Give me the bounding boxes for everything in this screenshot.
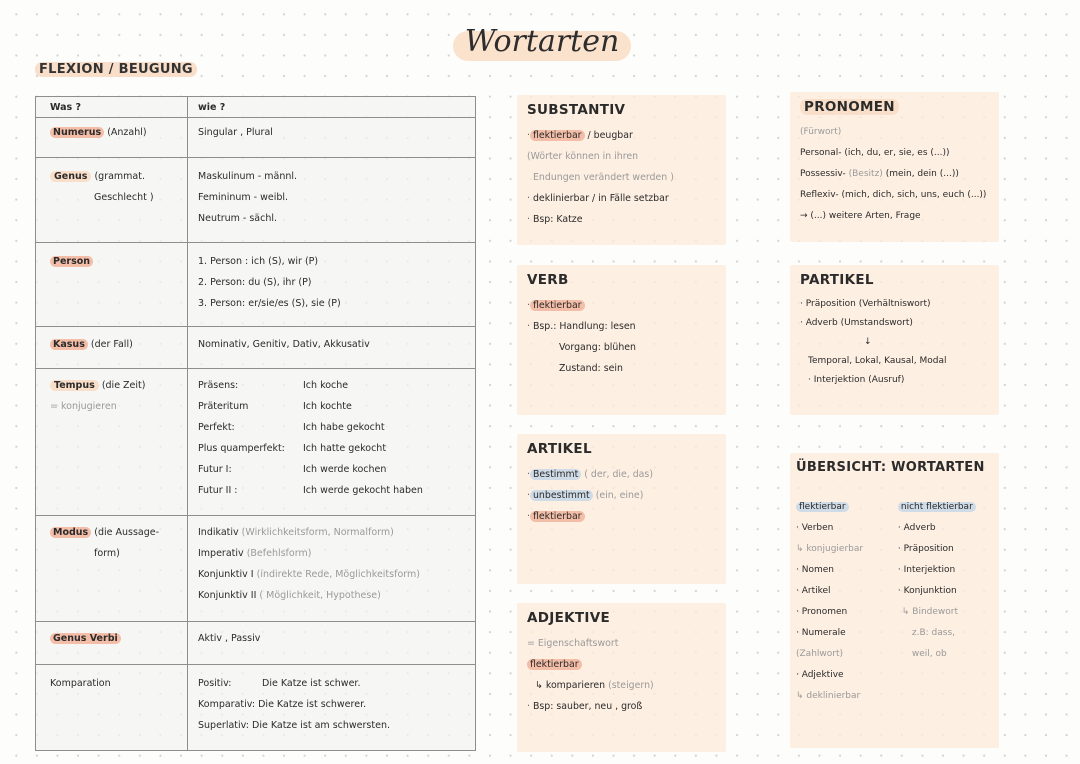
tense-example: Ich werde kochen (303, 464, 387, 475)
list-item: ↳ konjugierbar (796, 544, 864, 554)
tense-name: Präteritum (198, 401, 249, 412)
degree-name: Superlativ: (198, 720, 249, 731)
pronomen-weitere: → (...) weitere Arten, Frage (800, 211, 921, 221)
degree-name: Positiv: (198, 678, 232, 689)
substantiv-note-2: Endungen verändert werden ) (533, 172, 674, 183)
kasus-note: (der Fall) (90, 339, 133, 350)
partikel-adverb: · Adverb (Umstandswort) (800, 318, 913, 328)
pronomen-reflexiv: Reflexiv- (mich, dich, sich, uns, euch (...)) (800, 190, 987, 200)
list-item: · Adverb (897, 523, 936, 533)
degree-name: Komparativ: (198, 699, 256, 710)
pronomen-personal: Personal- (ich, du, er, sie, es (...)) (800, 148, 950, 158)
genus-note-1: (grammat. (94, 171, 145, 182)
substantiv-dekl: deklinierbar / in Fälle setzbar (532, 193, 669, 204)
komparation-label: Komparation (50, 678, 111, 689)
genus-note-2: Geschlecht ) (94, 192, 154, 203)
verb-handlung: Handlung: lesen (559, 321, 636, 332)
card-title-adjektive: ADJEKTIVE (527, 610, 610, 626)
substantiv-flekt-rest: / beugbar (587, 130, 633, 141)
list-item: · Adjektive (796, 670, 844, 680)
numerus-label: Numerus (50, 127, 104, 138)
verb-vorgang: Vorgang: blühen (559, 342, 636, 353)
pronomen-possessiv-note: (Besitz) (848, 169, 883, 179)
artikel-bestimmt: Bestimmt (530, 469, 581, 480)
adjektive-flekt: flektierbar (527, 659, 582, 670)
tense-example: Ich kochte (303, 401, 352, 412)
verb-bsp-label: Bsp.: (532, 321, 557, 332)
genus-line: Neutrum - sächl. (198, 213, 278, 224)
tempus-label: Tempus (50, 380, 99, 391)
table-row-kasus (36, 327, 476, 369)
partikel-interj: · Interjektion (Ausruf) (808, 375, 905, 385)
artikel-flekt: flektierbar (530, 511, 585, 522)
card-partikel (790, 265, 999, 415)
table-row-modus (36, 516, 476, 622)
tense-name: Perfekt: (198, 422, 235, 433)
modus-note: (indirekte Rede, Möglichkeitsform) (256, 569, 420, 580)
person-line: 3. Person: er/sie/es (S), sie (P) (198, 298, 341, 309)
adjektive-eig: = Eigenschaftswort (527, 638, 619, 649)
artikel-bestimmt-note: ( der, die, das) (584, 469, 653, 480)
tense-name: Futur I: (198, 464, 232, 475)
card-title-verb: VERB (527, 272, 569, 288)
card-title-substantiv: SUBSTANTIV (527, 102, 626, 118)
tense-example: Ich hatte gekocht (303, 443, 387, 454)
degree-example: Die Katze ist schwerer. (258, 699, 367, 710)
pronomen-title-text: PRONOMEN (800, 99, 899, 115)
pronomen-sub: (Fürwort) (800, 127, 842, 137)
arrow-down-icon: ↓ (864, 337, 872, 347)
numerus-note: (Anzahl) (107, 127, 147, 138)
card-substantiv: SUBSTANTIV · flektierbar / beugbar (Wörter können in ihren Endungen verändert werden ) · deklinierbar / in Fälle setzbar · Bsp: Katze (517, 95, 726, 245)
list-item: · Pronomen (796, 607, 848, 617)
tense-name: Präsens: (198, 380, 239, 391)
card-verb: VERB · flektierbar · Bsp.: Handlung: lesen Vorgang: blühen Zustand: sein (517, 265, 726, 415)
genus-label: Genus (50, 171, 91, 182)
modus-label: Modus (50, 527, 91, 538)
card-pronomen (790, 92, 999, 242)
pronomen-possessiv-label: Possessiv- (800, 169, 846, 179)
list-item: · Verben (796, 523, 834, 533)
partikel-praep: · Präposition (Verhältniswort) (800, 299, 931, 309)
adjektive-komp: komparieren (545, 680, 606, 691)
card-adjektive: ADJEKTIVE = Eigenschaftswort flektierbar ↳ komparieren (steigern) · Bsp: sauber, neu , groß (517, 603, 726, 752)
tempus-note: (die Zeit) (101, 380, 146, 391)
artikel-unbestimmt: unbestimmt (530, 490, 593, 501)
table-row-komparation (36, 665, 476, 751)
list-item: (Zahlwort) (796, 649, 844, 659)
card-title-artikel: ARTIKEL (527, 441, 592, 457)
table-row-genus (36, 158, 476, 243)
person-label: Person (50, 256, 93, 267)
uebersicht-col1-head: flektierbar (796, 502, 849, 512)
genus-verbi-label: Genus Verbi (50, 633, 121, 644)
tense-name: Futur II : (198, 485, 238, 496)
modus-term: Imperativ (198, 548, 244, 559)
tense-name: Plus quamperfekt: (198, 443, 285, 454)
modus-note: (Befehlsform) (246, 548, 312, 559)
genus-verbi-values: Aktiv , Passiv (198, 633, 261, 644)
modus-term: Konjunktiv I (198, 569, 254, 580)
list-item: · Interjektion (897, 565, 956, 575)
kasus-values: Nominativ, Genitiv, Dativ, Akkusativ (198, 339, 370, 350)
adjektive-komp-note: (steigern) (608, 680, 654, 691)
card-uebersicht (790, 453, 999, 748)
verb-zustand: Zustand: sein (559, 363, 623, 374)
list-item: z.B: dass, (911, 628, 956, 638)
list-item: ↳ Bindewort (901, 607, 959, 617)
pronomen-possessiv-rest: (mein, dein (...)) (885, 169, 959, 179)
substantiv-bsp: Bsp: Katze (532, 214, 583, 225)
modus-note: (Wirklichkeitsform, Normalform) (241, 527, 394, 538)
header-was: Was ? (36, 97, 188, 118)
card-title-partikel: PARTIKEL (800, 272, 874, 288)
modus-term: Indikativ (198, 527, 239, 538)
verb-flekt: flektierbar (530, 300, 585, 311)
degree-example: Die Katze ist schwer. (262, 678, 361, 689)
modus-note: ( Möglichkeit, Hypothese) (259, 590, 381, 601)
modus-term: Konjunktiv II (198, 590, 257, 601)
uebersicht-col2-head: nicht flektierbar (898, 502, 976, 512)
modus-note-1: (die Aussage- (94, 527, 160, 538)
section-heading-text: FLEXION / BEUGUNG (35, 62, 197, 77)
uebersicht-col-flektierbar (796, 497, 898, 707)
person-line: 1. Person : ich (S), wir (P) (198, 256, 319, 267)
tense-example: Ich werde gekocht haben (303, 485, 423, 496)
tempus-sub: = konjugieren (50, 401, 117, 412)
list-item: · Konjunktion (897, 586, 957, 596)
table-row-person (36, 243, 476, 327)
table-header-row (36, 97, 476, 118)
card-title-pronomen (800, 98, 991, 116)
artikel-unbestimmt-note: (ein, eine) (595, 490, 644, 501)
list-item: ↳ deklinierbar (796, 691, 861, 701)
table-row-tempus (36, 369, 476, 516)
numerus-values: Singular , Plural (198, 127, 273, 138)
degree-example: Die Katze ist am schwersten. (252, 720, 390, 731)
flexion-table (35, 96, 476, 751)
tense-example: Ich habe gekocht (303, 422, 385, 433)
header-wie: wie ? (188, 97, 476, 118)
modus-note-2: form) (94, 548, 120, 559)
card-title-uebersicht: ÜBERSICHT: WORTARTEN (796, 460, 985, 475)
person-line: 2. Person: du (S), ihr (P) (198, 277, 312, 288)
substantiv-note-1: (Wörter können in ihren (527, 151, 639, 162)
genus-line: Maskulinum - männl. (198, 171, 298, 182)
arrow-icon: ↳ (535, 680, 546, 691)
adjektive-bsp: Bsp: sauber, neu , groß (532, 701, 643, 712)
list-item: · Numerale (796, 628, 846, 638)
tense-example: Ich koche (303, 380, 349, 391)
list-item: · Artikel (796, 586, 831, 596)
kasus-label: Kasus (50, 339, 88, 350)
table-row-numerus (36, 118, 476, 158)
list-item: · Präposition (897, 544, 954, 554)
substantiv-flekt: flektierbar (530, 130, 585, 141)
uebersicht-col-nicht-flektierbar (898, 497, 991, 707)
table-row-genus-verbi (36, 622, 476, 665)
genus-line: Femininum - weibl. (198, 192, 289, 203)
partikel-arten: Temporal, Lokal, Kausal, Modal (808, 356, 947, 366)
list-item: · Nomen (796, 565, 834, 575)
card-artikel: ARTIKEL · Bestimmt ( der, die, das) · unbestimmt (ein, eine) · flektierbar (517, 434, 726, 584)
page-title: Wortarten (464, 24, 620, 59)
list-item: weil, ob (911, 649, 947, 659)
section-heading (35, 62, 197, 77)
